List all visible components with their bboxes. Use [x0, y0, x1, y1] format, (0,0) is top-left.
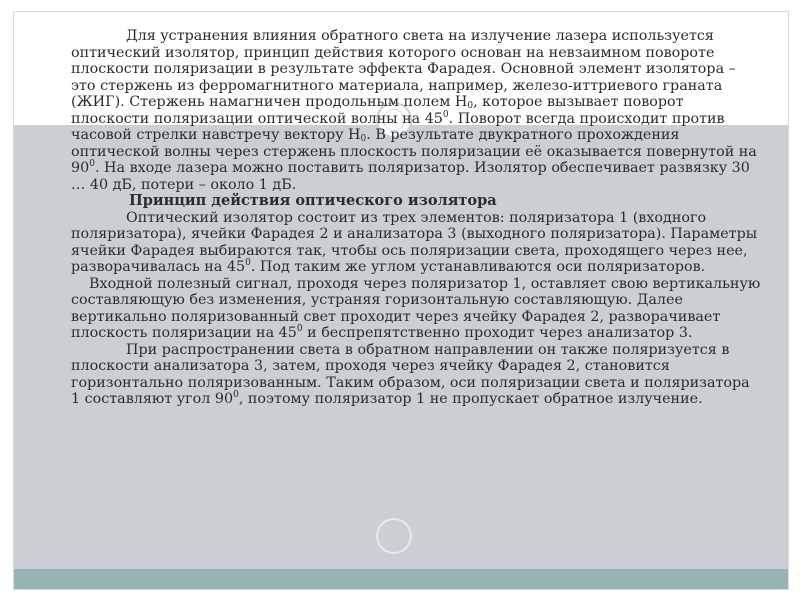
text-run: Входной полезный сигнал, проходя через поляризатор 1, оставляет свою вертикальную составляющую без изменения, устраняя горизонтальную составляющую. Далее вертикально поляризованный свет проходит через ячейку Фарадея 2, разворачивает плоскость поляризации на 45 [71, 275, 761, 341]
decorative-faint-circle-icon [376, 518, 412, 554]
text-run: , которое вызывает поворот плоскости поляризации оптической волны на 45 [71, 94, 684, 127]
slide-text-content [71, 28, 761, 408]
subscript: 0 [467, 101, 474, 111]
superscript: 0 [89, 159, 95, 169]
slide [13, 11, 789, 590]
teal-bottom-band [14, 569, 788, 589]
superscript: 0 [233, 390, 239, 400]
paragraph-intro [71, 28, 761, 193]
superscript: 0 [296, 324, 303, 334]
text-run: . В результате двукратного прохождения оптической волны через стержень плоскость поляризации её оказывается повернутой на 90 [71, 127, 757, 176]
superscript: 0 [245, 258, 251, 268]
text-run: , поэтому поляризатор 1 не пропускает обратное излучение. [238, 391, 703, 407]
superscript: 0 [442, 109, 449, 120]
text-run: и беспрепятственно проходит через анализатор 3. [302, 325, 693, 341]
section-heading: Принцип действия оптического изолятора [129, 192, 497, 209]
paragraph-reverse-signal [71, 342, 761, 408]
paragraph-forward-signal [71, 276, 761, 342]
text-run: . Поворот всегда происходит против часовой стрелки навстречу вектору Н [71, 110, 725, 143]
text-run: Оптический изолятор состоит из трех элементов: поляризатора 1 (входного поляризатора), ячейки Фарадея 2 и анализатора 3 (выходного поляризатора). Параметры ячейки Фарадея выбираются так, чтобы ось поляризации света, проходящего через нее, разворачивалась на 45 [71, 209, 758, 275]
text-run: . Под таким же углом устанавливаются оси поляризаторов. [250, 259, 706, 275]
subscript: 0 [360, 134, 367, 144]
text-run: . На входе лазера можно поставить поляризатор. Изолятор обеспечивает развязку 30 … 40 дБ, потери – около 1 дБ. [71, 160, 750, 193]
text-run: Для устранения влияния обратного света на излучение лазера используется оптический изолятор, принцип действия которого основан на невзаимном повороте плоскости поляризации в результате эффекта Фарадея. Основной элемент изолятора – это стержень из ферромагнитного материала, например, железо-иттриевого граната (ЖИГ). Стержень намагничен продольным полем Н [71, 28, 736, 110]
paragraph-structure [71, 210, 761, 276]
text-run: При распространении света в обратном направлении он также поляризуется в плоскости анализатора 3, затем, проходя через ячейку Фарадея 2, становится горизонтально поляризованным. Таким образом, оси поляризации света и поляризатора 1 составляют угол 90 [71, 341, 750, 407]
